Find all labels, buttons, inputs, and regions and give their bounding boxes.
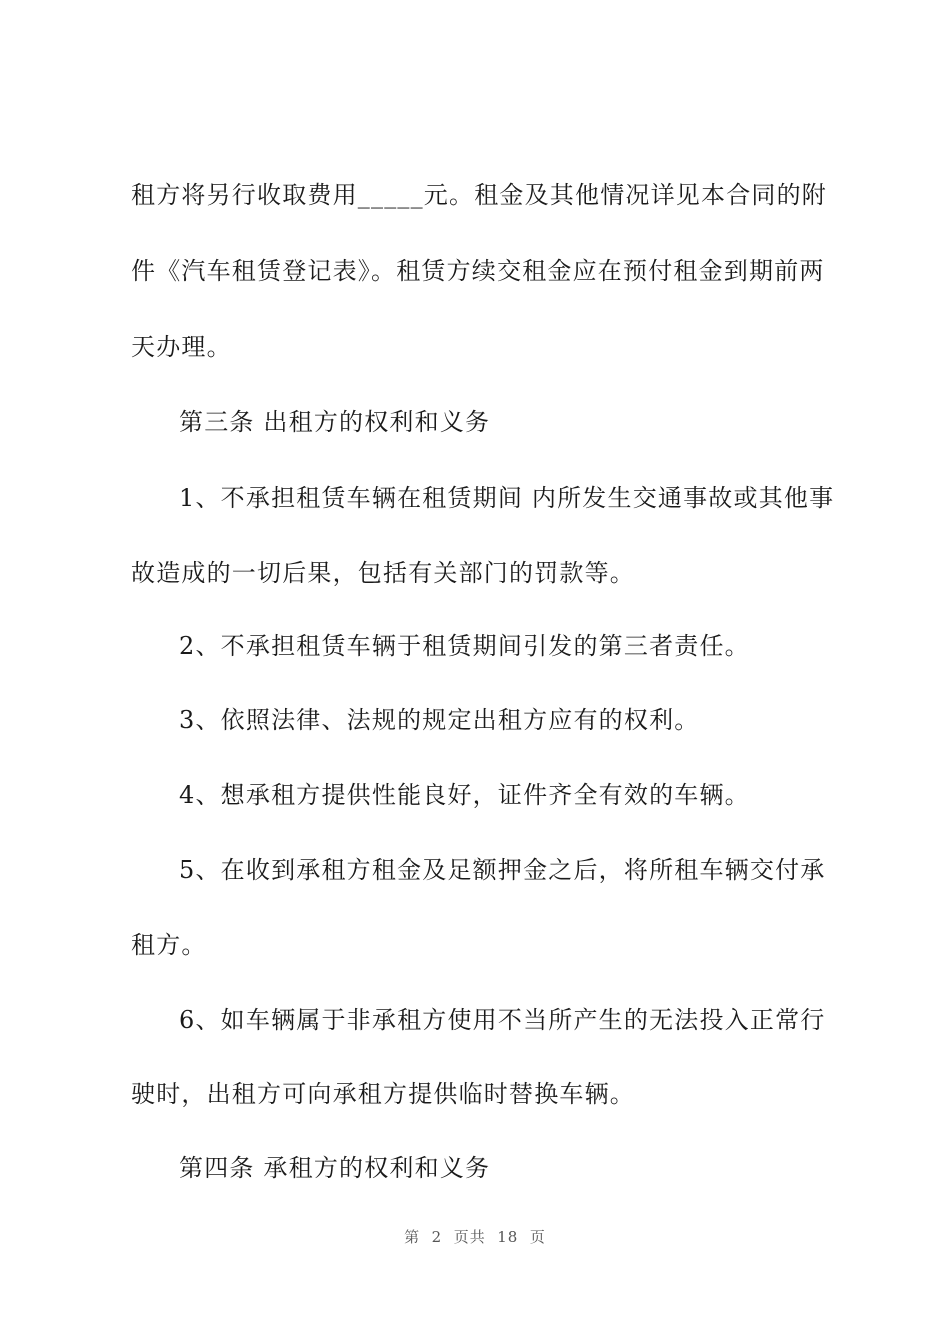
text-line: 3、依照法律、法规的规定出租方应有的权利。	[179, 706, 700, 734]
text-line: 件《汽车租赁登记表》。租赁方续交租金应在预付租金到期前两	[131, 257, 825, 285]
text-line: 驶时，出租方可向承租方提供临时替换车辆。	[131, 1080, 635, 1108]
text-line: 租方。	[131, 931, 207, 959]
text-line: 6、如车辆属于非承租方使用不当所产生的无法投入正常行	[179, 1006, 826, 1034]
text-line: 天办理。	[131, 333, 232, 361]
text-line: 故造成的一切后果，包括有关部门的罚款等。	[131, 559, 635, 587]
text-line: 1、不承担租赁车辆在租赁期间 内所发生交通事故或其他事	[179, 484, 835, 512]
section-heading: 第四条 承租方的权利和义务	[179, 1154, 491, 1182]
section-heading: 第三条 出租方的权利和义务	[179, 408, 491, 436]
text-line: 租方将另行收取费用_____元。租金及其他情况详见本合同的附	[131, 181, 827, 209]
page-number: 第 2 页共 18 页	[404, 1228, 546, 1246]
text-line: 5、在收到承租方租金及足额押金之后，将所租车辆交付承	[179, 856, 826, 884]
text-line: 4、想承租方提供性能良好，证件齐全有效的车辆。	[179, 781, 750, 809]
text-line: 2、不承担租赁车辆于租赁期间引发的第三者责任。	[179, 632, 750, 660]
